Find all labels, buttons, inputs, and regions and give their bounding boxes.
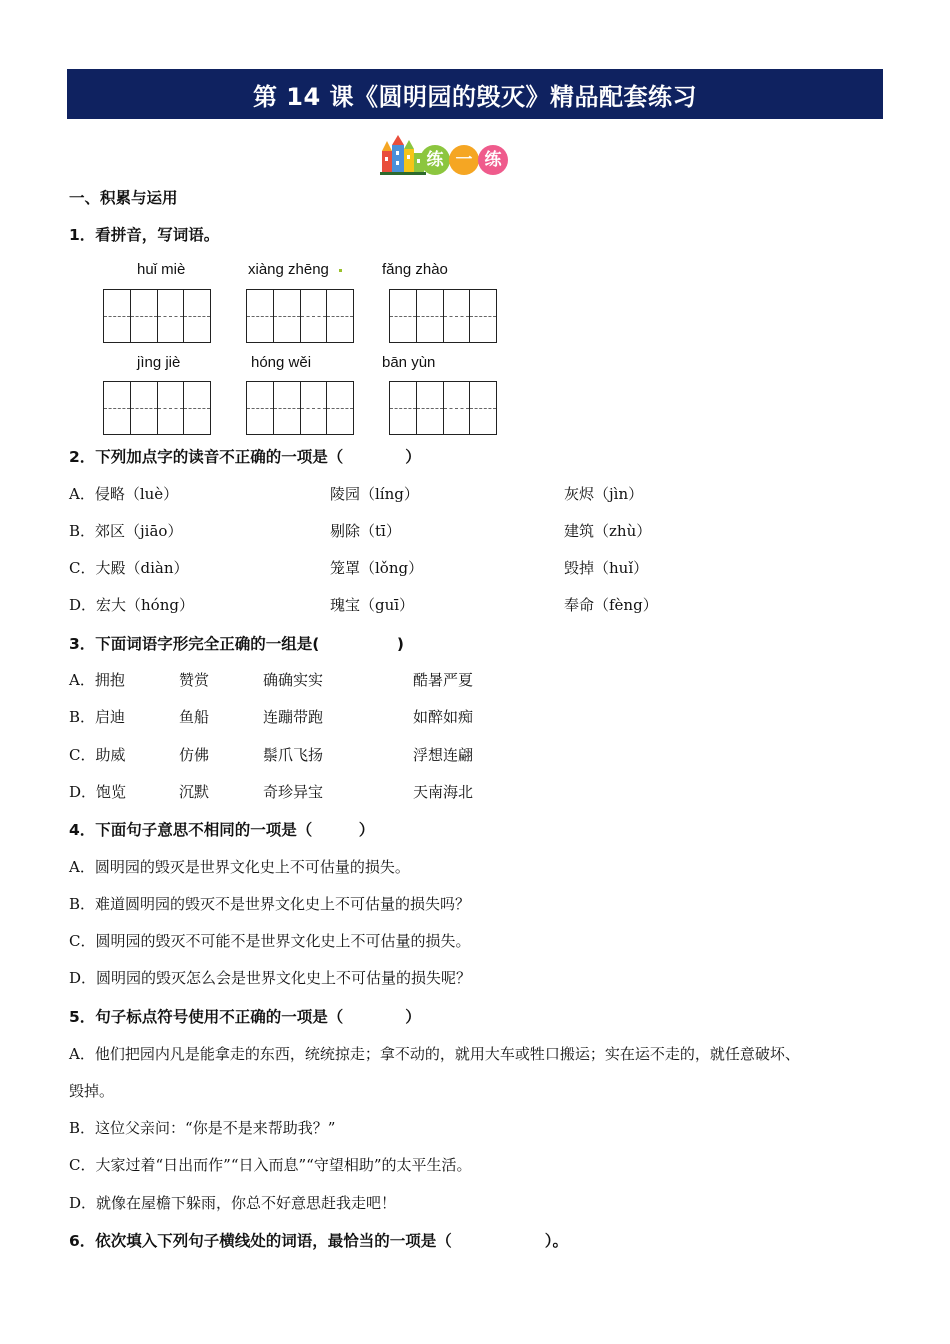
- option-b-word-1: B．启迪: [69, 708, 126, 726]
- pinyin-label: huǐ miè: [137, 261, 186, 278]
- option-a-word-2: 陵园（líng）: [330, 485, 419, 503]
- logo-char-1: 练: [420, 145, 450, 175]
- option-c-word-1: C．助威: [69, 746, 126, 764]
- question-2-title: 2．下列加点字的读音不正确的一项是（ ）: [69, 448, 421, 466]
- option-a-word-1: A．侵略（luè）: [69, 485, 179, 503]
- option-b-word-2: 鱼船: [179, 708, 210, 726]
- option-a-word-3: 确确实实: [263, 671, 324, 689]
- option-c-word-1: C．大殿（diàn）: [69, 559, 189, 577]
- pinyin-label: hóng wěi: [251, 354, 312, 371]
- option-a-word-2: 赞赏: [179, 671, 210, 689]
- pinyin-label: jìng jiè: [137, 354, 181, 371]
- question-4-title: 4．下面句子意思不相同的一项是（ ）: [69, 821, 375, 839]
- option-a-word-4: 酷暑严夏: [413, 671, 474, 689]
- question-1-title: 1．看拼音，写词语。: [69, 226, 220, 244]
- option-b-word-4: 如醉如痴: [413, 708, 474, 726]
- logo-char-2: 一: [449, 145, 479, 175]
- writing-grid[interactable]: [246, 381, 354, 435]
- option-d-word-1: D．饱览: [69, 783, 127, 801]
- option-d: D．圆明园的毁灭怎么会是世界文化史上不可估量的损失呢？: [69, 969, 472, 987]
- question-5-title: 5．句子标点符号使用不正确的一项是（ ）: [69, 1008, 421, 1026]
- page-title-banner: [67, 69, 883, 119]
- pinyin-label: xiàng zhēng: [248, 261, 329, 278]
- pinyin-label: fǎng zhào: [382, 261, 448, 278]
- option-d-word-3: 奇珍异宝: [263, 783, 324, 801]
- pinyin-label: bān yùn: [382, 354, 436, 371]
- option-c: C．圆明园的毁灭不可能不是世界文化史上不可估量的损失。: [69, 932, 471, 950]
- writing-grid[interactable]: [389, 381, 497, 435]
- option-b-word-2: 剔除（tī）: [330, 522, 401, 540]
- option-d-word-3: 奉命（fèng）: [564, 596, 658, 614]
- option-a: A．他们把园内凡是能拿走的东西，统统掠走；拿不动的，就用大车或牲口搬运；实在运不走的，就任意破坏、: [69, 1045, 800, 1063]
- section-heading: 一、积累与运用: [69, 189, 178, 207]
- question-3-title: 3．下面词语字形完全正确的一组是( ): [69, 635, 404, 653]
- writing-grid[interactable]: [389, 289, 497, 343]
- option-b-word-3: 建筑（zhù）: [564, 522, 652, 540]
- option-a-continued: 毁掉。: [69, 1082, 115, 1100]
- option-c-word-3: 鬃爪飞扬: [263, 746, 324, 764]
- option-d-word-2: 瑰宝（guī）: [330, 596, 415, 614]
- question-6-title: 6．依次填入下列句子横线处的词语，最恰当的一项是（ ）。: [69, 1232, 569, 1250]
- school-building-icon: [380, 135, 426, 175]
- option-b: B．这位父亲问：“你是不是来帮助我？”: [69, 1119, 336, 1137]
- stray-dot: [339, 269, 342, 272]
- option-b-word-3: 连蹦带跑: [263, 708, 324, 726]
- option-b-word-1: B．郊区（jiāo）: [69, 522, 183, 540]
- option-a-word-1: A．拥抱: [69, 671, 125, 689]
- option-c-word-2: 仿佛: [179, 746, 210, 764]
- lian-yi-lian-logo: [380, 133, 512, 177]
- page-title: 第 14 课《圆明园的毁灭》精品配套练习: [252, 82, 698, 111]
- writing-grid[interactable]: [246, 289, 354, 343]
- option-d: D．就像在屋檐下躲雨，你总不好意思赶我走吧！: [69, 1194, 397, 1212]
- option-d-word-2: 沉默: [179, 783, 210, 801]
- option-d-word-4: 天南海北: [413, 783, 474, 801]
- option-c: C．大家过着“日出而作”“日入而息”“守望相助”的太平生活。: [69, 1156, 472, 1174]
- option-b: B．难道圆明园的毁灭不是世界文化史上不可估量的损失吗？: [69, 895, 471, 913]
- option-a: A．圆明园的毁灭是世界文化史上不可估量的损失。: [69, 858, 410, 876]
- option-c-word-2: 笼罩（lǒng）: [330, 559, 424, 577]
- writing-grid[interactable]: [103, 289, 211, 343]
- logo-char-3: 练: [478, 145, 508, 175]
- option-c-word-4: 浮想连翩: [413, 746, 474, 764]
- option-d-word-1: D．宏大（hóng）: [69, 596, 194, 614]
- option-a-word-3: 灰烬（jìn）: [564, 485, 644, 503]
- writing-grid[interactable]: [103, 381, 211, 435]
- option-c-word-3: 毁掉（huǐ）: [564, 559, 649, 577]
